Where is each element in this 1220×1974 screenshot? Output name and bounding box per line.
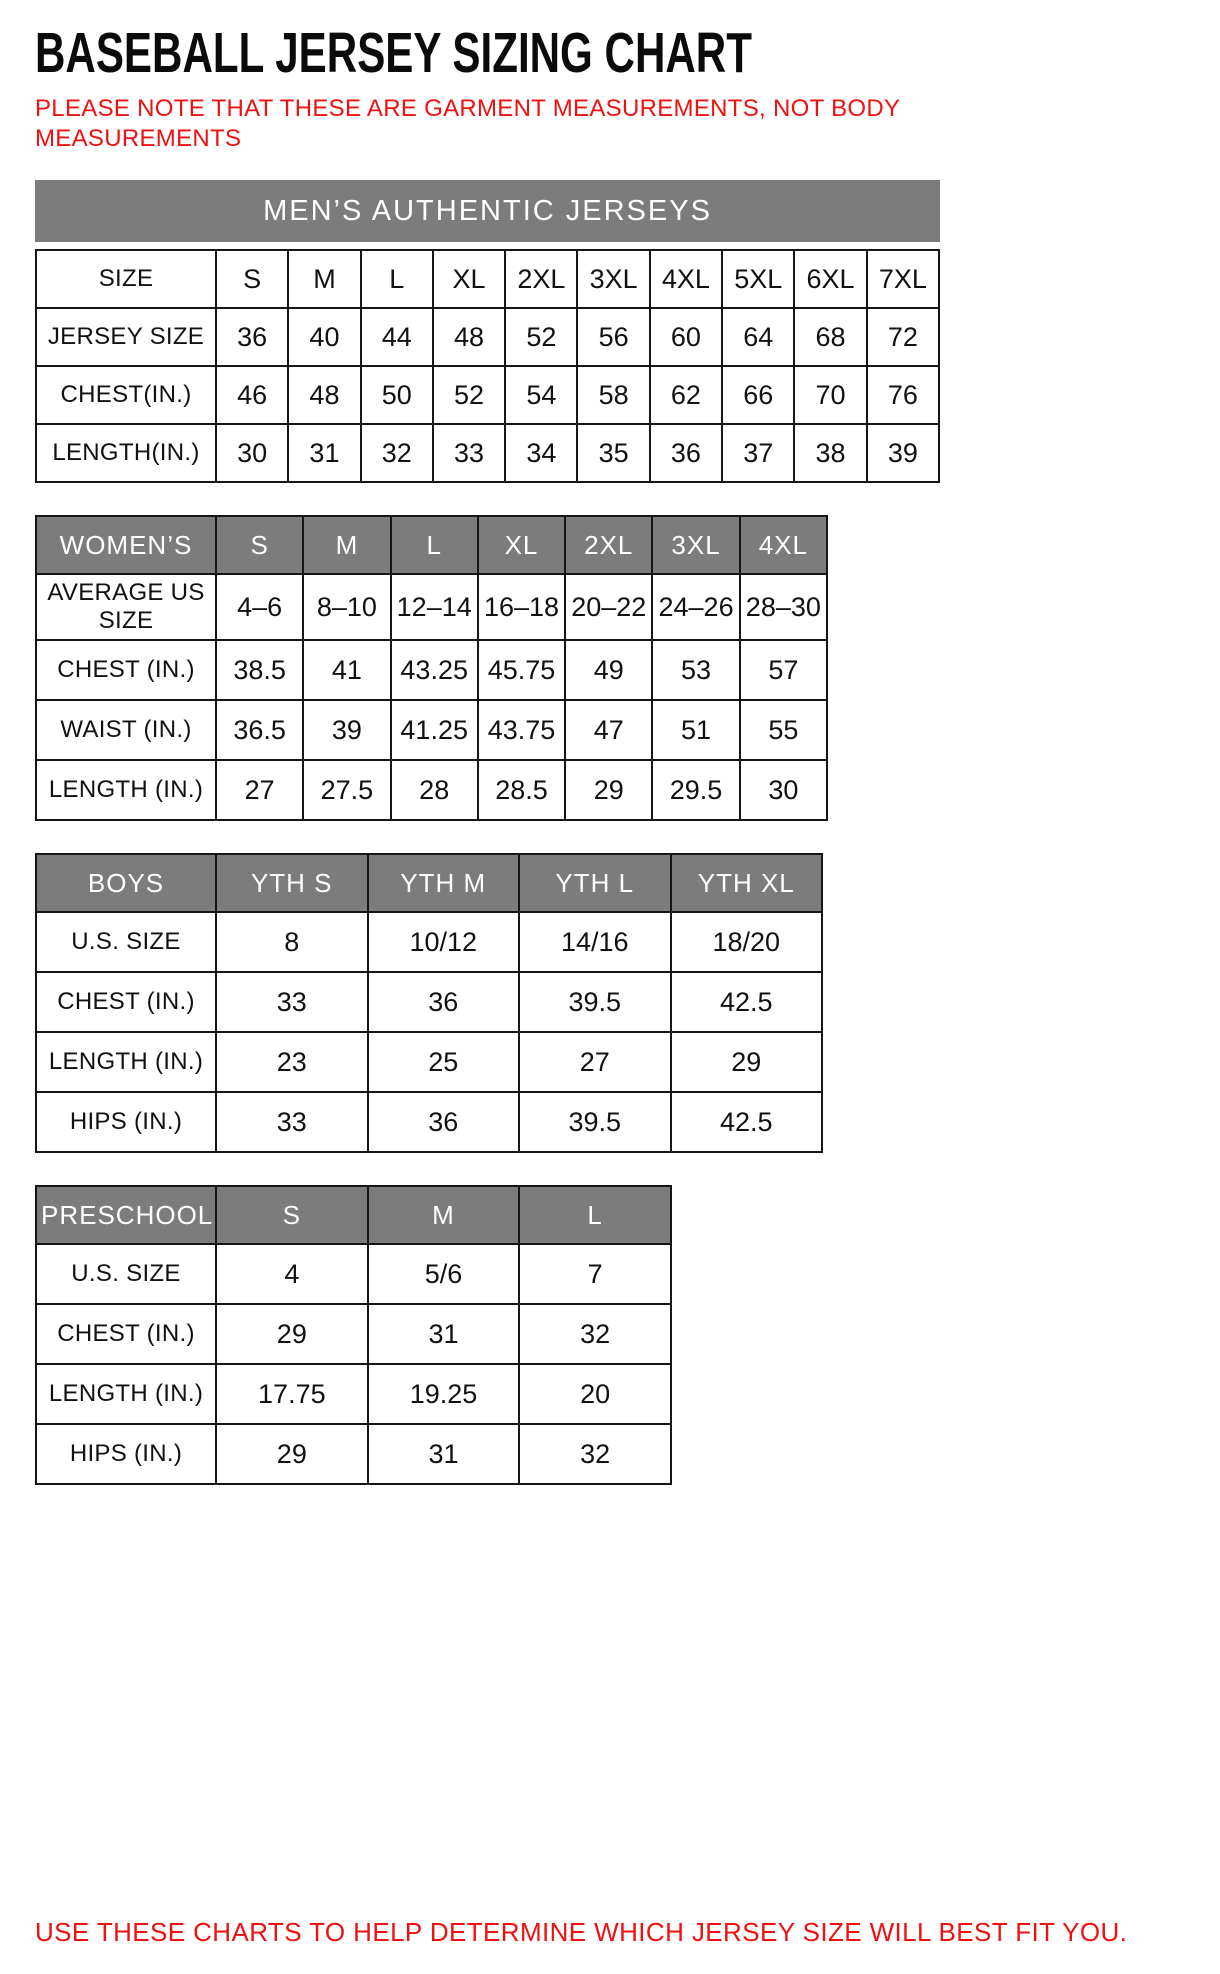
value-cell: 12–14 [391,574,478,640]
row-label: LENGTH (IN.) [36,1032,216,1092]
value-cell: 33 [216,972,368,1032]
value-cell: 39.5 [519,972,671,1032]
table-row [36,912,822,972]
header-cell: XL [478,516,565,574]
value-cell: 41 [303,640,390,700]
value-cell: 49 [565,640,652,700]
value-cell: 39 [867,424,939,482]
header-cell: YTH M [368,854,520,912]
table-row [36,1424,671,1484]
womens-table [35,515,828,821]
value-cell: 64 [722,308,794,366]
header-cell: YTH L [519,854,671,912]
header-cell: S [216,1186,368,1244]
value-cell: 29 [216,1304,368,1364]
row-label: LENGTH (IN.) [36,1364,216,1424]
mens-sizing-table [35,180,1185,483]
row-label: SIZE [36,250,216,308]
value-cell: 52 [433,366,505,424]
value-cell: 3XL [577,250,649,308]
table-row [36,1304,671,1364]
value-cell: 56 [577,308,649,366]
header-row [36,854,822,912]
garment-measurements-note: PLEASE NOTE THAT THESE ARE GARMENT MEASUREMENTS, NOT BODY MEASUREMENTS [35,95,900,152]
table-row [36,700,827,760]
value-cell: 39 [303,700,390,760]
table-row [36,250,939,308]
womens-sizing-table [35,515,1185,821]
value-cell: 32 [519,1304,671,1364]
header-cell: M [303,516,390,574]
value-cell: 36 [216,308,288,366]
value-cell: 41.25 [391,700,478,760]
value-cell: 32 [361,424,433,482]
value-cell: 45.75 [478,640,565,700]
row-label: CHEST(IN.) [36,366,216,424]
header-cell: WOMEN’S [36,516,216,574]
value-cell: 14/16 [519,912,671,972]
value-cell: 24–26 [652,574,739,640]
value-cell: 44 [361,308,433,366]
value-cell: 7 [519,1244,671,1304]
header-cell: 4XL [740,516,827,574]
value-cell: 30 [216,424,288,482]
value-cell: 39.5 [519,1092,671,1152]
value-cell: 4–6 [216,574,303,640]
value-cell: 16–18 [478,574,565,640]
table-row [36,366,939,424]
value-cell: 6XL [794,250,866,308]
table-row [36,760,827,820]
value-cell: 51 [652,700,739,760]
row-label: LENGTH(IN.) [36,424,216,482]
value-cell: 25 [368,1032,520,1092]
value-cell: XL [433,250,505,308]
value-cell: 57 [740,640,827,700]
value-cell: 27 [519,1032,671,1092]
table-row [36,972,822,1032]
header-cell: M [368,1186,520,1244]
value-cell: 58 [577,366,649,424]
mens-authentic-jerseys-table [35,249,940,483]
value-cell: 76 [867,366,939,424]
value-cell: 38.5 [216,640,303,700]
value-cell: 53 [652,640,739,700]
table-row [36,1092,822,1152]
value-cell: 28 [391,760,478,820]
value-cell: 23 [216,1032,368,1092]
value-cell: 48 [288,366,360,424]
value-cell: 47 [565,700,652,760]
row-label: LENGTH (IN.) [36,760,216,820]
value-cell: 38 [794,424,866,482]
value-cell: 54 [505,366,577,424]
value-cell: 29 [565,760,652,820]
boys-sizing-table [35,853,1185,1153]
value-cell: 10/12 [368,912,520,972]
value-cell: 68 [794,308,866,366]
value-cell: 31 [368,1424,520,1484]
mens-authentic-jerseys-table-title: MEN’S AUTHENTIC JERSEYS [35,180,940,242]
value-cell: L [361,250,433,308]
value-cell: 36 [368,972,520,1032]
value-cell: 19.25 [368,1364,520,1424]
row-label: AVERAGE US SIZE [36,574,216,640]
header-cell: BOYS [36,854,216,912]
value-cell: 31 [288,424,360,482]
table-row [36,1364,671,1424]
value-cell: 62 [650,366,722,424]
value-cell: 52 [505,308,577,366]
row-label: CHEST (IN.) [36,972,216,1032]
row-label: HIPS (IN.) [36,1092,216,1152]
value-cell: 29 [216,1424,368,1484]
row-label: WAIST (IN.) [36,700,216,760]
header-cell: S [216,516,303,574]
value-cell: 2XL [505,250,577,308]
value-cell: 27 [216,760,303,820]
value-cell: 18/20 [671,912,823,972]
boys-table [35,853,823,1153]
value-cell: 72 [867,308,939,366]
header-cell: PRESCHOOL [36,1186,216,1244]
value-cell: 20 [519,1364,671,1424]
table-row [36,308,939,366]
value-cell: 66 [722,366,794,424]
value-cell: 35 [577,424,649,482]
value-cell: 50 [361,366,433,424]
value-cell: 4XL [650,250,722,308]
value-cell: 29 [671,1032,823,1092]
value-cell: 34 [505,424,577,482]
table-row [36,574,827,640]
value-cell: 60 [650,308,722,366]
value-cell: 32 [519,1424,671,1484]
header-cell: YTH S [216,854,368,912]
value-cell: 37 [722,424,794,482]
value-cell: 36 [368,1092,520,1152]
value-cell: 55 [740,700,827,760]
table-row [36,424,939,482]
row-label: U.S. SIZE [36,1244,216,1304]
header-row [36,1186,671,1244]
value-cell: 5XL [722,250,794,308]
value-cell: 70 [794,366,866,424]
value-cell: 31 [368,1304,520,1364]
value-cell: 20–22 [565,574,652,640]
value-cell: 43.25 [391,640,478,700]
header-cell: L [519,1186,671,1244]
row-label: CHEST (IN.) [36,640,216,700]
value-cell: 46 [216,366,288,424]
preschool-table [35,1185,672,1485]
value-cell: 17.75 [216,1364,368,1424]
value-cell: 28.5 [478,760,565,820]
header-cell: YTH XL [671,854,823,912]
preschool-sizing-table [35,1185,1185,1485]
value-cell: 29.5 [652,760,739,820]
value-cell: 7XL [867,250,939,308]
row-label: CHEST (IN.) [36,1304,216,1364]
header-row [36,516,827,574]
header-cell: 2XL [565,516,652,574]
value-cell: 4 [216,1244,368,1304]
value-cell: 28–30 [740,574,827,640]
value-cell: 27.5 [303,760,390,820]
value-cell: 48 [433,308,505,366]
value-cell: 36.5 [216,700,303,760]
value-cell: 43.75 [478,700,565,760]
value-cell: 40 [288,308,360,366]
value-cell: 8–10 [303,574,390,640]
header-cell: 3XL [652,516,739,574]
value-cell: 33 [433,424,505,482]
value-cell: 33 [216,1092,368,1152]
footer-note: USE THESE CHARTS TO HELP DETERMINE WHICH JERSEY SIZE WILL BEST FIT YOU. [35,1917,1128,1947]
value-cell: M [288,250,360,308]
value-cell: 36 [650,424,722,482]
value-cell: 42.5 [671,1092,823,1152]
value-cell: 30 [740,760,827,820]
table-row [36,1032,822,1092]
value-cell: 5/6 [368,1244,520,1304]
table-row [36,1244,671,1304]
row-label: HIPS (IN.) [36,1424,216,1484]
value-cell: 42.5 [671,972,823,1032]
row-label: JERSEY SIZE [36,308,216,366]
value-cell: 8 [216,912,368,972]
row-label: U.S. SIZE [36,912,216,972]
page-title: BASEBALL JERSEY SIZING CHART [35,21,752,85]
table-row [36,640,827,700]
header-cell: L [391,516,478,574]
value-cell: S [216,250,288,308]
